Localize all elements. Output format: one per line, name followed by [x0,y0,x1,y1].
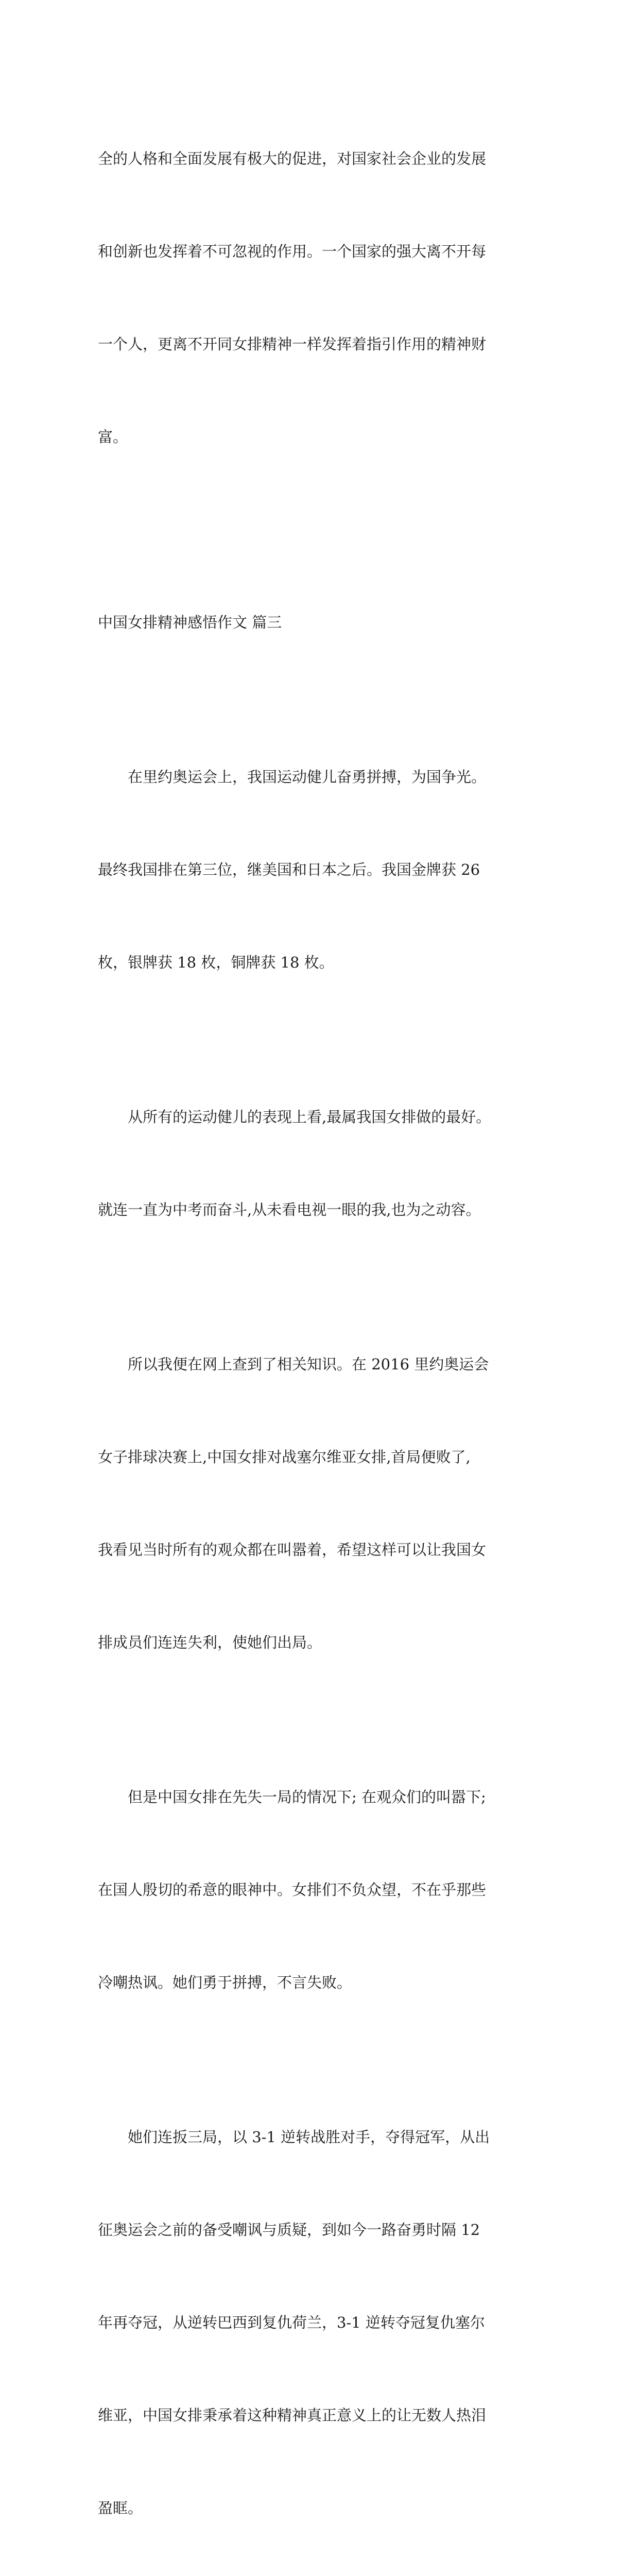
body-paragraph [98,2060,551,2576]
text-line: 排成员们连连失利，使她们出局。 [98,1634,322,1651]
text-column [98,81,551,2576]
text-line: 但是中国女排在先失一局的情况下; 在观众们的叫嚣下; [128,1788,486,1806]
text-line: 从所有的运动健儿的表现上看,最属我国女排做的最好。 [128,1108,491,1126]
text-line: 枚，银牌获 18 枚，铜牌获 18 枚。 [98,954,334,971]
text-line: 冷嘲热讽。她们勇于拼搏，不言失败。 [98,1974,352,1991]
text-line: 我看见当时所有的观众都在叫嚣着，希望这样可以让我国女 [98,1541,487,1558]
text-line: 就连一直为中考而奋斗,从未看电视一眼的我,也为之动容。 [98,1201,481,1218]
section-heading [98,545,551,700]
text-line: 维亚，中国女排秉承着这种精神真正意义上的让无数人热泪 [98,2406,487,2424]
text-line: 盈眶。 [98,2499,143,2517]
text-line: 女子排球决赛上,中国女排对战塞尔维亚女排,首局便败了, [98,1448,471,1466]
text-line: 最终我国排在第三位，继美国和日本之后。我国金牌获 26 [98,861,480,878]
text-line: 富。 [98,428,128,446]
text-line: 征奥运会之前的备受嘲讽与质疑，到如今一路奋勇时隔 12 [98,2221,480,2239]
heading-text: 中国女排精神感悟作文 篇三 [98,614,282,631]
intro-paragraph [98,81,551,514]
text-line: 在国人殷切的希意的眼神中。女排们不负众望，不在乎那些 [98,1881,487,1899]
text-line: 年再夺冠，从逆转巴西到复仇荷兰，3-1 逆转夺冠复仇塞尔 [98,2314,485,2331]
body-paragraph [98,1287,551,1720]
text-line: 在里约奥运会上，我国运动健儿奋勇拼搏，为国争光。 [128,768,487,786]
text-line: 她们连扳三局，以 3-1 逆转战胜对手，夺得冠军，从出 [128,2128,490,2146]
text-line: 所以我便在网上查到了相关知识。在 2016 里约奥运会 [128,1355,489,1373]
text-line: 一个人，更离不开同女排精神一样发挥着指引作用的精神财 [98,335,487,353]
body-paragraph [98,700,551,1040]
body-paragraph [98,1040,551,1287]
text-line: 和创新也发挥着不可忽视的作用。一个国家的强大离不开每 [98,243,487,260]
body-paragraph [98,1720,551,2060]
text-line: 全的人格和全面发展有极大的促进，对国家社会企业的发展 [98,150,487,167]
